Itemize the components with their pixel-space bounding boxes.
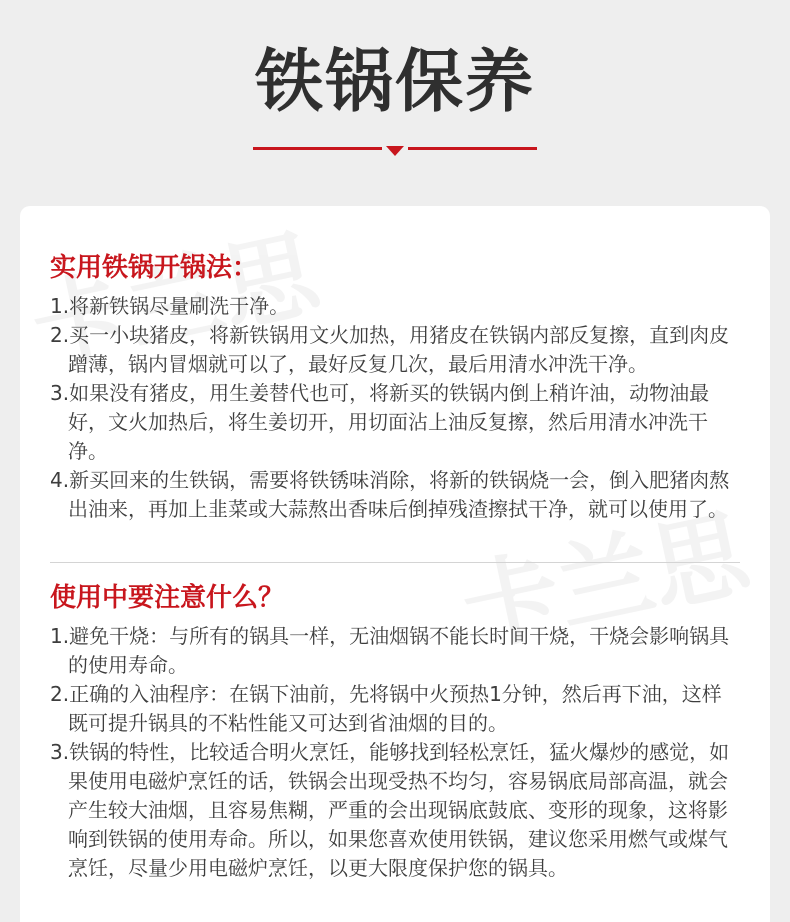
list-item: 1.避免干烧：与所有的锅具一样，无油烟锅不能长时间干烧，干烧会影响锅具的使用寿命。 — [50, 624, 730, 677]
section-usage-notes — [50, 578, 740, 883]
list-item: 3.如果没有猪皮，用生姜替代也可，将新买的铁锅内倒上稍许油，动物油最好，文火加热后，将生姜切开，用切面沾上油反复擦，然后用清水冲洗干净。 — [50, 381, 710, 463]
divider-line-right — [408, 147, 537, 150]
section-seasoning — [50, 248, 740, 524]
triangle-down-icon — [386, 146, 404, 156]
list-item: 2.正确的入油程序：在锅下油前，先将锅中火预热1分钟，然后再下油，这样既可提升锅具的不粘性能又可达到省油烟的目的。 — [50, 682, 722, 735]
divider-line-left — [253, 147, 382, 150]
list-item: 2.买一小块猪皮，将新铁锅用文火加热，用猪皮在铁锅内部反复擦，直到肉皮蹭薄，锅内冒烟就可以了，最好反复几次，最后用清水冲洗干净。 — [50, 323, 730, 376]
content-card — [20, 206, 770, 922]
section-divider — [50, 562, 740, 563]
list-item: 3.铁锅的特性，比较适合明火烹饪，能够找到轻松烹饪，猛火爆炒的感觉，如果使用电磁炉烹饪的话，铁锅会出现受热不均匀，容易锅底局部高温，就会产生较大油烟，且容易焦糊，严重的会出现锅底鼓底、变形的现象，这将影响到铁锅的使用寿命。所以，如果您喜欢使用铁锅，建议您采用燃气或煤气烹饪，尽量少用电磁炉烹饪，以更大限度保护您的锅具。 — [50, 740, 730, 880]
title-divider — [253, 146, 537, 156]
page-title: 铁锅保养 — [254, 43, 535, 122]
section-heading: 实用铁锅开锅法： — [50, 253, 259, 283]
list-item: 1.将新铁锅尽量刷洗干净。 — [50, 294, 290, 318]
list-item: 4.新买回来的生铁锅，需要将铁锈味消除，将新的铁锅烧一会，倒入肥猪肉熬出油来，再加上韭菜或大蒜熬出香味后倒掉残渣擦拭干净，就可以使用了。 — [50, 468, 730, 521]
section-heading: 使用中要注意什么？ — [50, 583, 285, 613]
